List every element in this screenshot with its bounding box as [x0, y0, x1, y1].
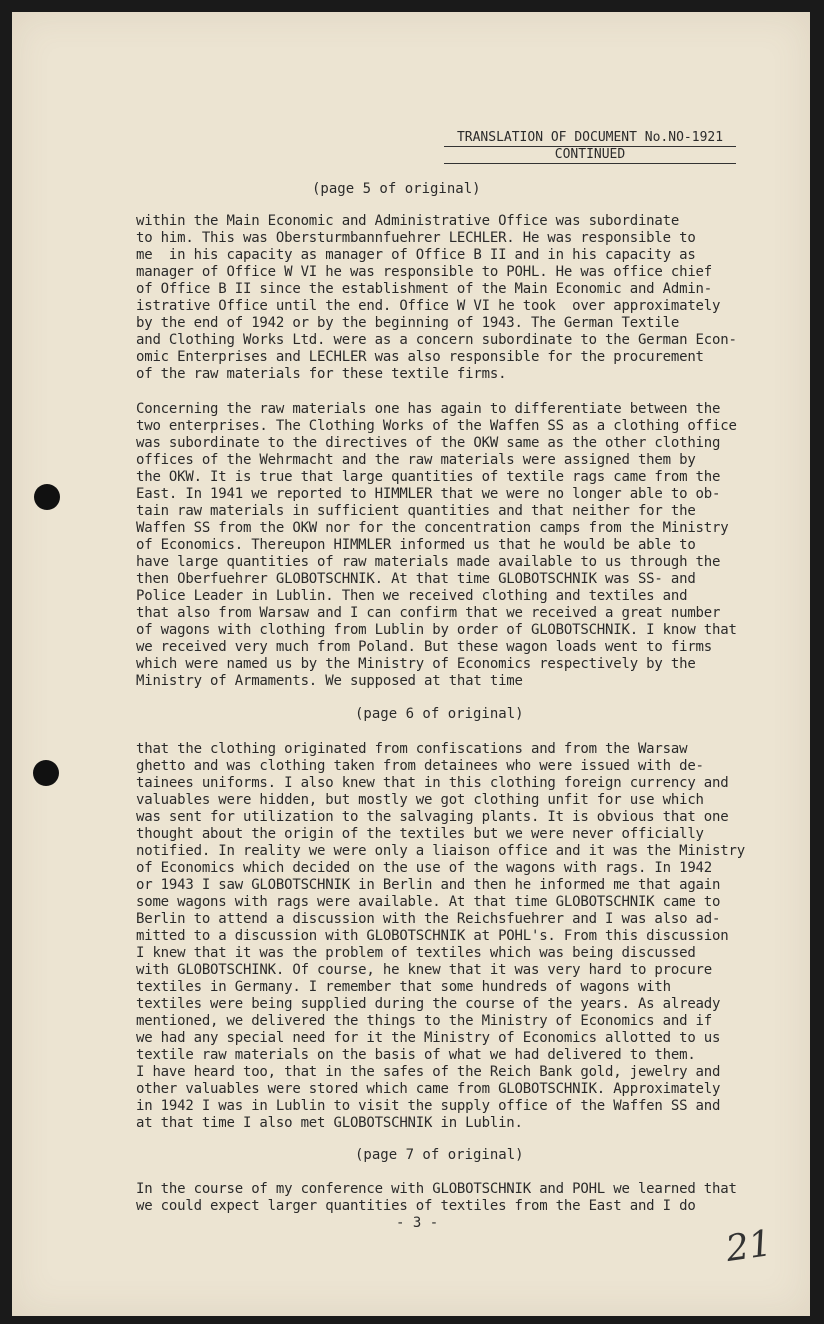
header-continued: CONTINUED [444, 147, 736, 164]
paragraph-3: that the clothing originated from confiscations and from the Warsaw ghetto and was clothing taken from detainees who were issued with de- tainees uniforms. I also knew that in this clothing foreign currency and valuables were hidden, but mostly we got clothing unfit for use which was sent for utilization to the salvaging plants. It is obvious that one thought about the origin of the textiles but we were never officially notified. In reality we were only a liaison office and it was the Ministry of Economics which decided on the use of the wagons with rags. In 1942 or 1943 I saw GLOBOTSCHNIK in Berlin and then he informed me that again some wagons with rags were available. At that time GLOBOTSCHNIK came to Berlin to attend a discussion with the Reichsfuehrer and I was also ad- mitted to a discussion with GLOBOTSCHNIK at POHL's. From this discussion I knew that it was the problem of textiles which was being discussed with GLOBOTSCHINK. Of course, he knew that it was very hard to procure textiles in Germany. I remember that some hundreds of wagons with textiles were being supplied during the course of the years. As already mentioned, we delivered the things to the Ministry of Economics and if we had any special need for it the Ministry of Economics allotted to us textile raw materials on the basis of what we had delivered to them. I have heard too, that in the safes of the Reich Bank gold, jewelry and other valuables were stored which came from GLOBOTSCHNIK. Approximately in 1942 I was in Lublin to visit the supply office of the Waffen SS and at that time I also met GLOBOTSCHNIK in Lublin. [136, 741, 745, 1131]
paragraph-4: In the course of my conference with GLOBOTSCHNIK and POHL we learned that we could expect larger quantities of textiles from the East and I do [136, 1181, 737, 1214]
punch-hole [34, 484, 60, 510]
paragraph-2: Concerning the raw materials one has again to differentiate between the two enterprises. The Clothing Works of the Waffen SS as a clothing office was subordinate to the directives of the OKW same as the other clothing offices of the Wehrmacht and the raw materials were assigned them by the OKW. It is true that large quantities of textile rags came from the East. In 1941 we reported to HIMMLER that we were no longer able to ob- tain raw materials in sufficient quantities and that neither for the Waffen SS from the OKW nor for the concentration camps from the Ministry of Economics. Thereupon HIMMLER informed us that he would be able to have large quantities of raw materials made available to us through the then Oberfuehrer GLOBOTSCHNIK. At that time GLOBOTSCHNIK was SS- and Police Leader in Lublin. Then we received clothing and textiles and that also from Warsaw and I can confirm that we received a great number of wagons with clothing from Lublin by order of GLOBOTSCHNIK. I know that we received very much from Poland. But these wagon loads went to firms which were named us by the Ministry of Economics respectively by the Ministry of Armaments. We supposed at that time [136, 401, 737, 689]
page-number: - 3 - [396, 1215, 439, 1231]
header-title: TRANSLATION OF DOCUMENT No.NO-1921 [444, 130, 736, 147]
page-marker-5: (page 5 of original) [312, 181, 481, 197]
page-marker-6: (page 6 of original) [355, 706, 524, 722]
paragraph-1: within the Main Economic and Administrative Office was subordinate to him. This was Obersturmbannfuehrer LECHLER. He was responsible to me in his capacity as manager of Office B II and in his capacity as manager of Office W VI he was responsible to POHL. He was office chief of Office B II since the establishment of the Main Economic and Admin- istrative Office until the end. Office W VI he took over approximately by the end of 1942 or by the beginning of 1943. The German Textile and Clothing Works Ltd. were as a concern subordinate to the German Econ- omic Enterprises and LECHLER was also responsible for the procurement of the raw materials for these textile firms. [136, 213, 737, 382]
punch-hole [33, 760, 59, 786]
handwritten-page-number: 21 [723, 1223, 775, 1270]
document-header [444, 130, 736, 164]
page-marker-7: (page 7 of original) [355, 1147, 524, 1163]
